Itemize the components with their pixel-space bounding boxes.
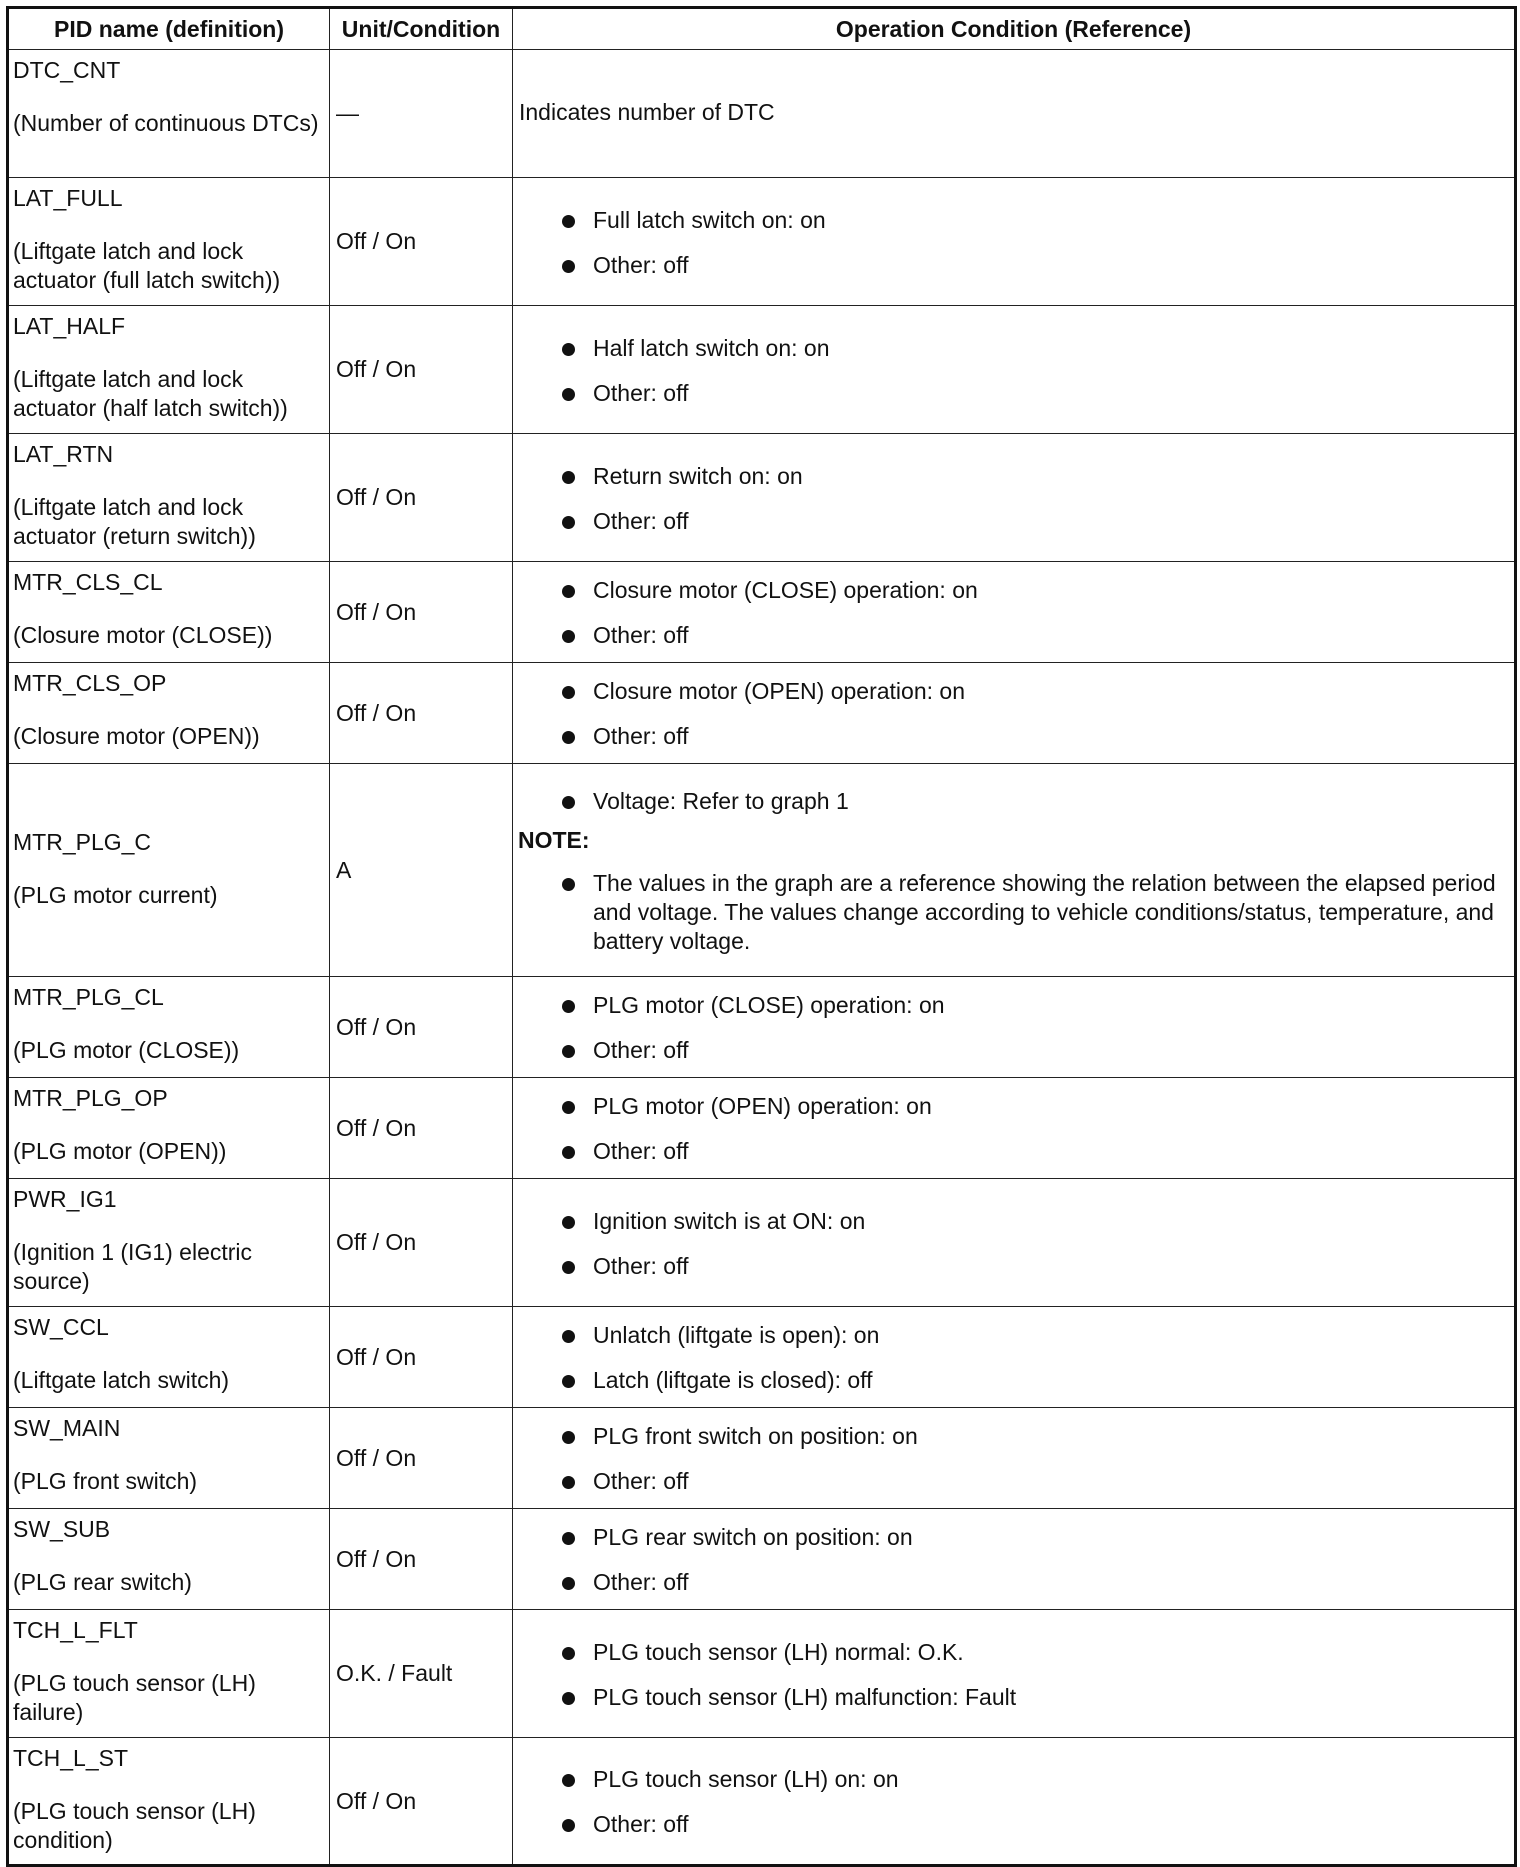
pid-definition: (Ignition 1 (IG1) electric source)	[13, 1239, 253, 1294]
condition-bullet: Half latch switch on: on	[518, 334, 1506, 363]
pid-cell	[8, 562, 330, 663]
unit-cell: A	[330, 764, 513, 977]
table-row	[8, 1078, 1516, 1179]
condition-bullet: Voltage: Refer to graph 1	[518, 787, 1506, 816]
pid-code: SW_SUB	[13, 1516, 111, 1542]
unit-cell: Off / On	[330, 977, 513, 1078]
table-row	[8, 562, 1516, 663]
pid-definition: (Liftgate latch and lock actuator (half latch switch))	[13, 366, 288, 421]
table-row	[8, 1307, 1516, 1408]
pid-definition: (PLG motor current)	[13, 882, 218, 908]
condition-cell	[513, 306, 1516, 434]
pid-definition: (Closure motor (CLOSE))	[13, 622, 273, 648]
condition-cell	[513, 977, 1516, 1078]
condition-bullet: PLG touch sensor (LH) on: on	[518, 1765, 1506, 1794]
table-row	[8, 977, 1516, 1078]
unit-cell: Off / On	[330, 663, 513, 764]
condition-bullet: Other: off	[518, 251, 1506, 280]
unit-cell: Off / On	[330, 1078, 513, 1179]
pid-code: LAT_FULL	[13, 185, 123, 211]
pid-cell	[8, 1179, 330, 1307]
pid-cell	[8, 306, 330, 434]
header-row	[8, 8, 1516, 50]
pid-definition: (PLG touch sensor (LH) condition)	[13, 1798, 256, 1853]
pid-cell	[8, 1738, 330, 1866]
table-row	[8, 1179, 1516, 1307]
header-pid-name: PID name (definition)	[8, 8, 330, 50]
pid-code: TCH_L_FLT	[13, 1617, 138, 1643]
condition-bullet: PLG motor (CLOSE) operation: on	[518, 991, 1506, 1020]
table-row	[8, 663, 1516, 764]
pid-code: MTR_CLS_OP	[13, 670, 167, 696]
pid-cell	[8, 977, 330, 1078]
condition-bullet: Other: off	[518, 621, 1506, 650]
unit-cell: Off / On	[330, 1307, 513, 1408]
condition-cell	[513, 1509, 1516, 1610]
pid-definition: (PLG motor (CLOSE))	[13, 1037, 240, 1063]
pid-cell	[8, 1307, 330, 1408]
unit-cell: O.K. / Fault	[330, 1610, 513, 1738]
pid-code: MTR_PLG_CL	[13, 984, 164, 1010]
unit-cell: Off / On	[330, 1509, 513, 1610]
condition-bullet: Other: off	[518, 1137, 1506, 1166]
unit-cell: Off / On	[330, 178, 513, 306]
pid-table	[6, 6, 1517, 1867]
pid-code: MTR_CLS_CL	[13, 569, 163, 595]
pid-definition: (Number of continuous DTCs)	[13, 110, 319, 136]
pid-cell	[8, 1509, 330, 1610]
pid-cell	[8, 50, 330, 178]
condition-cell	[513, 1179, 1516, 1307]
condition-bullet: PLG motor (OPEN) operation: on	[518, 1092, 1506, 1121]
pid-code: LAT_HALF	[13, 313, 126, 339]
condition-cell	[513, 764, 1516, 977]
table-row	[8, 178, 1516, 306]
condition-cell	[513, 562, 1516, 663]
header-operation-condition: Operation Condition (Reference)	[513, 8, 1516, 50]
condition-cell	[513, 1408, 1516, 1509]
condition-bullet: Other: off	[518, 1810, 1506, 1839]
condition-bullet: Other: off	[518, 1467, 1506, 1496]
table-row	[8, 1610, 1516, 1738]
condition-cell	[513, 1307, 1516, 1408]
condition-bullet: PLG touch sensor (LH) malfunction: Fault	[518, 1683, 1506, 1712]
condition-bullet: PLG touch sensor (LH) normal: O.K.	[518, 1638, 1506, 1667]
pid-code: SW_MAIN	[13, 1415, 121, 1441]
condition-bullet: PLG rear switch on position: on	[518, 1523, 1506, 1552]
condition-bullet: Ignition switch is at ON: on	[518, 1207, 1506, 1236]
condition-bullet: Latch (liftgate is closed): off	[518, 1366, 1506, 1395]
condition-cell	[513, 1738, 1516, 1866]
pid-definition: (Liftgate latch and lock actuator (full latch switch))	[13, 238, 281, 293]
unit-cell: —	[330, 50, 513, 178]
condition-bullet: Closure motor (CLOSE) operation: on	[518, 576, 1506, 605]
pid-cell	[8, 178, 330, 306]
pid-code: TCH_L_ST	[13, 1745, 129, 1771]
pid-code: PWR_IG1	[13, 1186, 117, 1212]
table-row	[8, 50, 1516, 178]
condition-bullet: Other: off	[518, 379, 1506, 408]
condition-bullet: Closure motor (OPEN) operation: on	[518, 677, 1506, 706]
pid-definition: (PLG touch sensor (LH) failure)	[13, 1670, 256, 1725]
pid-code: LAT_RTN	[13, 441, 114, 467]
condition-bullet: Full latch switch on: on	[518, 206, 1506, 235]
condition-bullet: PLG front switch on position: on	[518, 1422, 1506, 1451]
table-row	[8, 1509, 1516, 1610]
unit-cell: Off / On	[330, 1408, 513, 1509]
condition-bullet: Return switch on: on	[518, 462, 1506, 491]
unit-cell: Off / On	[330, 562, 513, 663]
condition-bullet: Other: off	[518, 507, 1506, 536]
condition-bullet: Other: off	[518, 722, 1506, 751]
pid-code: MTR_PLG_C	[13, 829, 152, 855]
condition-bullet: Unlatch (liftgate is open): on	[518, 1321, 1506, 1350]
pid-code: SW_CCL	[13, 1314, 109, 1340]
condition-cell	[513, 663, 1516, 764]
table-row	[8, 764, 1516, 977]
unit-cell: Off / On	[330, 1179, 513, 1307]
pid-definition: (PLG front switch)	[13, 1468, 198, 1494]
condition-cell	[513, 434, 1516, 562]
note-label: NOTE:	[518, 826, 590, 853]
unit-cell: Off / On	[330, 1738, 513, 1866]
pid-code: DTC_CNT	[13, 57, 121, 83]
pid-cell	[8, 1610, 330, 1738]
condition-bullet: Other: off	[518, 1252, 1506, 1281]
pid-definition: (Liftgate latch and lock actuator (return switch))	[13, 494, 256, 549]
condition-cell	[513, 1078, 1516, 1179]
pid-definition: (Liftgate latch switch)	[13, 1367, 230, 1393]
condition-cell	[513, 1610, 1516, 1738]
pid-definition: (Closure motor (OPEN))	[13, 723, 260, 749]
pid-definition: (PLG rear switch)	[13, 1569, 192, 1595]
table-row	[8, 1408, 1516, 1509]
unit-cell: Off / On	[330, 434, 513, 562]
pid-cell	[8, 434, 330, 562]
header-unit-condition: Unit/Condition	[330, 8, 513, 50]
pid-cell	[8, 1078, 330, 1179]
condition-text: Indicates number of DTC	[519, 99, 775, 125]
pid-cell	[8, 764, 330, 977]
table-row	[8, 434, 1516, 562]
table-row	[8, 1738, 1516, 1866]
pid-definition: (PLG motor (OPEN))	[13, 1138, 227, 1164]
note-bullet: The values in the graph are a reference showing the relation between the elapsed period and voltage. The values change according to vehicle conditions/status, temperature, and battery voltage.	[518, 869, 1506, 956]
pid-code: MTR_PLG_OP	[13, 1085, 168, 1111]
condition-bullet: Other: off	[518, 1036, 1506, 1065]
condition-cell	[513, 178, 1516, 306]
table-row	[8, 306, 1516, 434]
condition-cell	[513, 50, 1516, 178]
pid-cell	[8, 663, 330, 764]
pid-cell	[8, 1408, 330, 1509]
unit-cell: Off / On	[330, 306, 513, 434]
condition-bullet: Other: off	[518, 1568, 1506, 1597]
